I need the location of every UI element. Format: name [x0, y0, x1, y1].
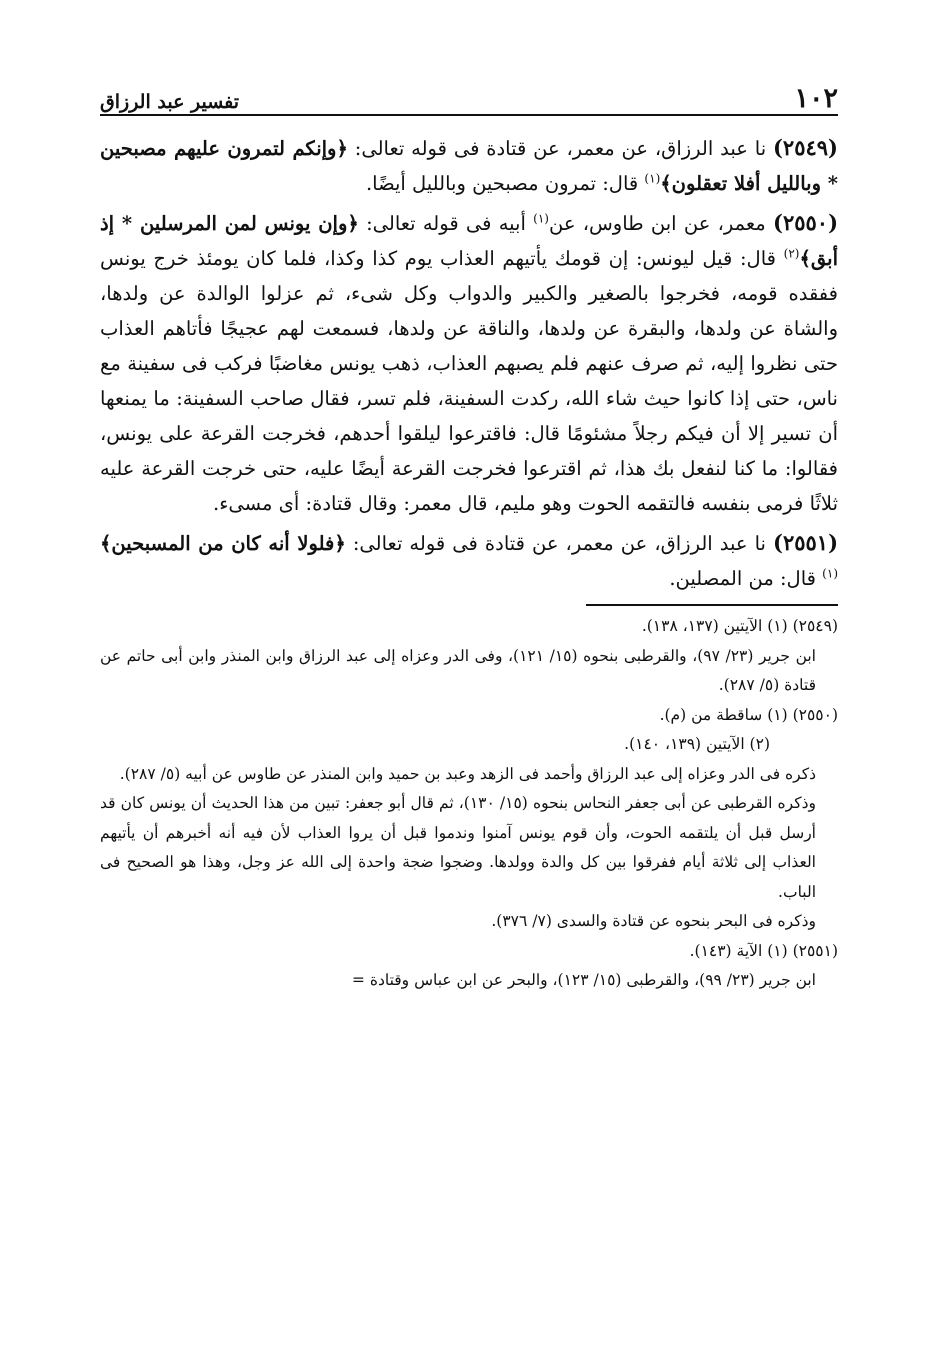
footnote-line: (٢) الآيتين (١٣٩، ١٤٠). — [624, 735, 770, 753]
hadith-number: (٢٥٤٩) — [772, 135, 838, 160]
footnote-line: ابن جرير (٢٣/ ٩٧)، والقرطبى بنحوه (١٥/ ١٢١)، وفى الدر وعزاه إلى عبد الرزاق وابن المنذر وابن أبى حاتم عن قتادة (٥/ ٢٨٧). — [100, 646, 816, 694]
hadith-number: (٢٥٥١) — [773, 530, 838, 555]
footnote-line: ابن جرير (٢٣/ ٩٩)، والقرطبى (١٥/ ١٢٣)، والبحر عن ابن عباس وقتادة = — [351, 971, 816, 989]
quran-verse: ﴿فلولا أنه كان من المسبحين﴾ — [100, 532, 346, 555]
footnote-ref: (١) — [822, 566, 838, 581]
footnote-line: (٢٥٥١) (١) الآية (١٤٣). — [689, 941, 838, 960]
footnote-line: ذكره فى الدر وعزاه إلى عبد الرزاق وأحمد فى الزهد وعبد بن حميد وابن المنذر عن طاوس عن أبيه (٥/ ٢٨٧). — [119, 764, 816, 783]
hadith-text: قال: من المصلين. — [669, 567, 823, 590]
footnote-line: وذكره القرطبى عن أبى جعفر النحاس بنحوه (١٥/ ١٣٠)، ثم قال أبو جعفر: تبين من هذا الحديث أن يونس كان قد أرسل قبل أن يلتقمه الحوت، وأن قوم يونس آمنوا وندموا قبل أن يروا العذاب لأن فيه أنه أخبرهم أن يأتيهم العذاب إلى ثلاثة أيام ففرقوا بين كل والدة وولدها. وضجوا ضجة واحدة إلى الله عز وجل، وهذا هو الصحيح فى الباب. — [100, 794, 816, 901]
hadith-text: نا عبد الرزاق، عن معمر، عن قتادة فى قوله تعالى: — [345, 532, 773, 555]
hadith-number: (٢٥٥٠) — [773, 210, 838, 235]
hadith-text: أبيه فى قوله تعالى: — [358, 212, 534, 235]
footnotes — [100, 612, 838, 996]
hadith-2550 — [100, 205, 838, 521]
hadith-2549 — [100, 130, 838, 201]
hadith-text: قال: تمرون مصبحين وبالليل أيضًا. — [365, 172, 645, 195]
quran-verse: ﴿وإن يونس لمن المرسلين * إذ أبق﴾ — [100, 212, 838, 270]
page — [100, 70, 838, 996]
footnote-line: وذكره فى البحر بنحوه عن قتادة والسدى (٧/ ٣٧٦). — [491, 912, 816, 930]
footnote-ref: (١) — [644, 171, 661, 186]
hadith-text: معمر، عن ابن طاوس، عن — [548, 212, 773, 235]
hadith-2551 — [100, 525, 838, 596]
footnote-divider — [586, 604, 838, 606]
page-header — [100, 70, 838, 116]
hadith-text: قال: قيل ليونس: إن قومك يأتيهم العذاب يوم كذا وكذا، فلما كان يومئذ خرج يونس ففقده قومه، فخرجوا بالصغير والكبير والدواب وكل شىء، ثم عزلوا الوالدة عن ولدها، والشاة عن ولدها، والبقرة عن ولدها، والناقة عن ولدها، فسمعت لهم عجيجًا فأتاهم العذاب حتى نظروا إليه، ثم صرف عنهم فلم يصبهم العذاب، ذهب يونس مغاضبًا فركب فى سفينة مع ناس، حتى إذا كانوا حيث شاء الله، ركدت السفينة، فلم تسر، فقال صاحب السفينة: ما يمنعها أن تسير إلا أن فيكم رجلاً مشئومًا قال: فاقترعوا ليلقوا أحدهم، فخرجت القرعة على يونس، فقالوا: ما كنا لنفعل بك هذا، ثم اقترعوا فخرجت القرعة أيضًا عليه، حتى خرجت القرعة عليه ثلاثًا فرمى بنفسه فالتقمه الحوت وهو مليم، قال معمر: وقال قتادة: أى مسىء. — [100, 247, 838, 515]
footnote-line: (٢٥٥٠) (١) ساقطة من (م). — [659, 705, 838, 724]
quran-verse: ﴿وإنكم لتمرون عليهم مصبحين * وبالليل أفلا تعقلون﴾ — [100, 137, 838, 195]
footnote-line: (٢٥٤٩) (١) الآيتين (١٣٧، ١٣٨). — [641, 617, 838, 635]
footnote-ref: (١) — [533, 211, 549, 226]
footnote-ref: (٢) — [783, 246, 800, 261]
hadith-text: نا عبد الرزاق، عن معمر، عن قتادة فى قوله تعالى: — [347, 137, 773, 160]
page-number: ١٠٢ — [794, 83, 838, 114]
main-text — [100, 130, 838, 596]
running-title: تفسير عبد الرزاق — [100, 91, 240, 113]
